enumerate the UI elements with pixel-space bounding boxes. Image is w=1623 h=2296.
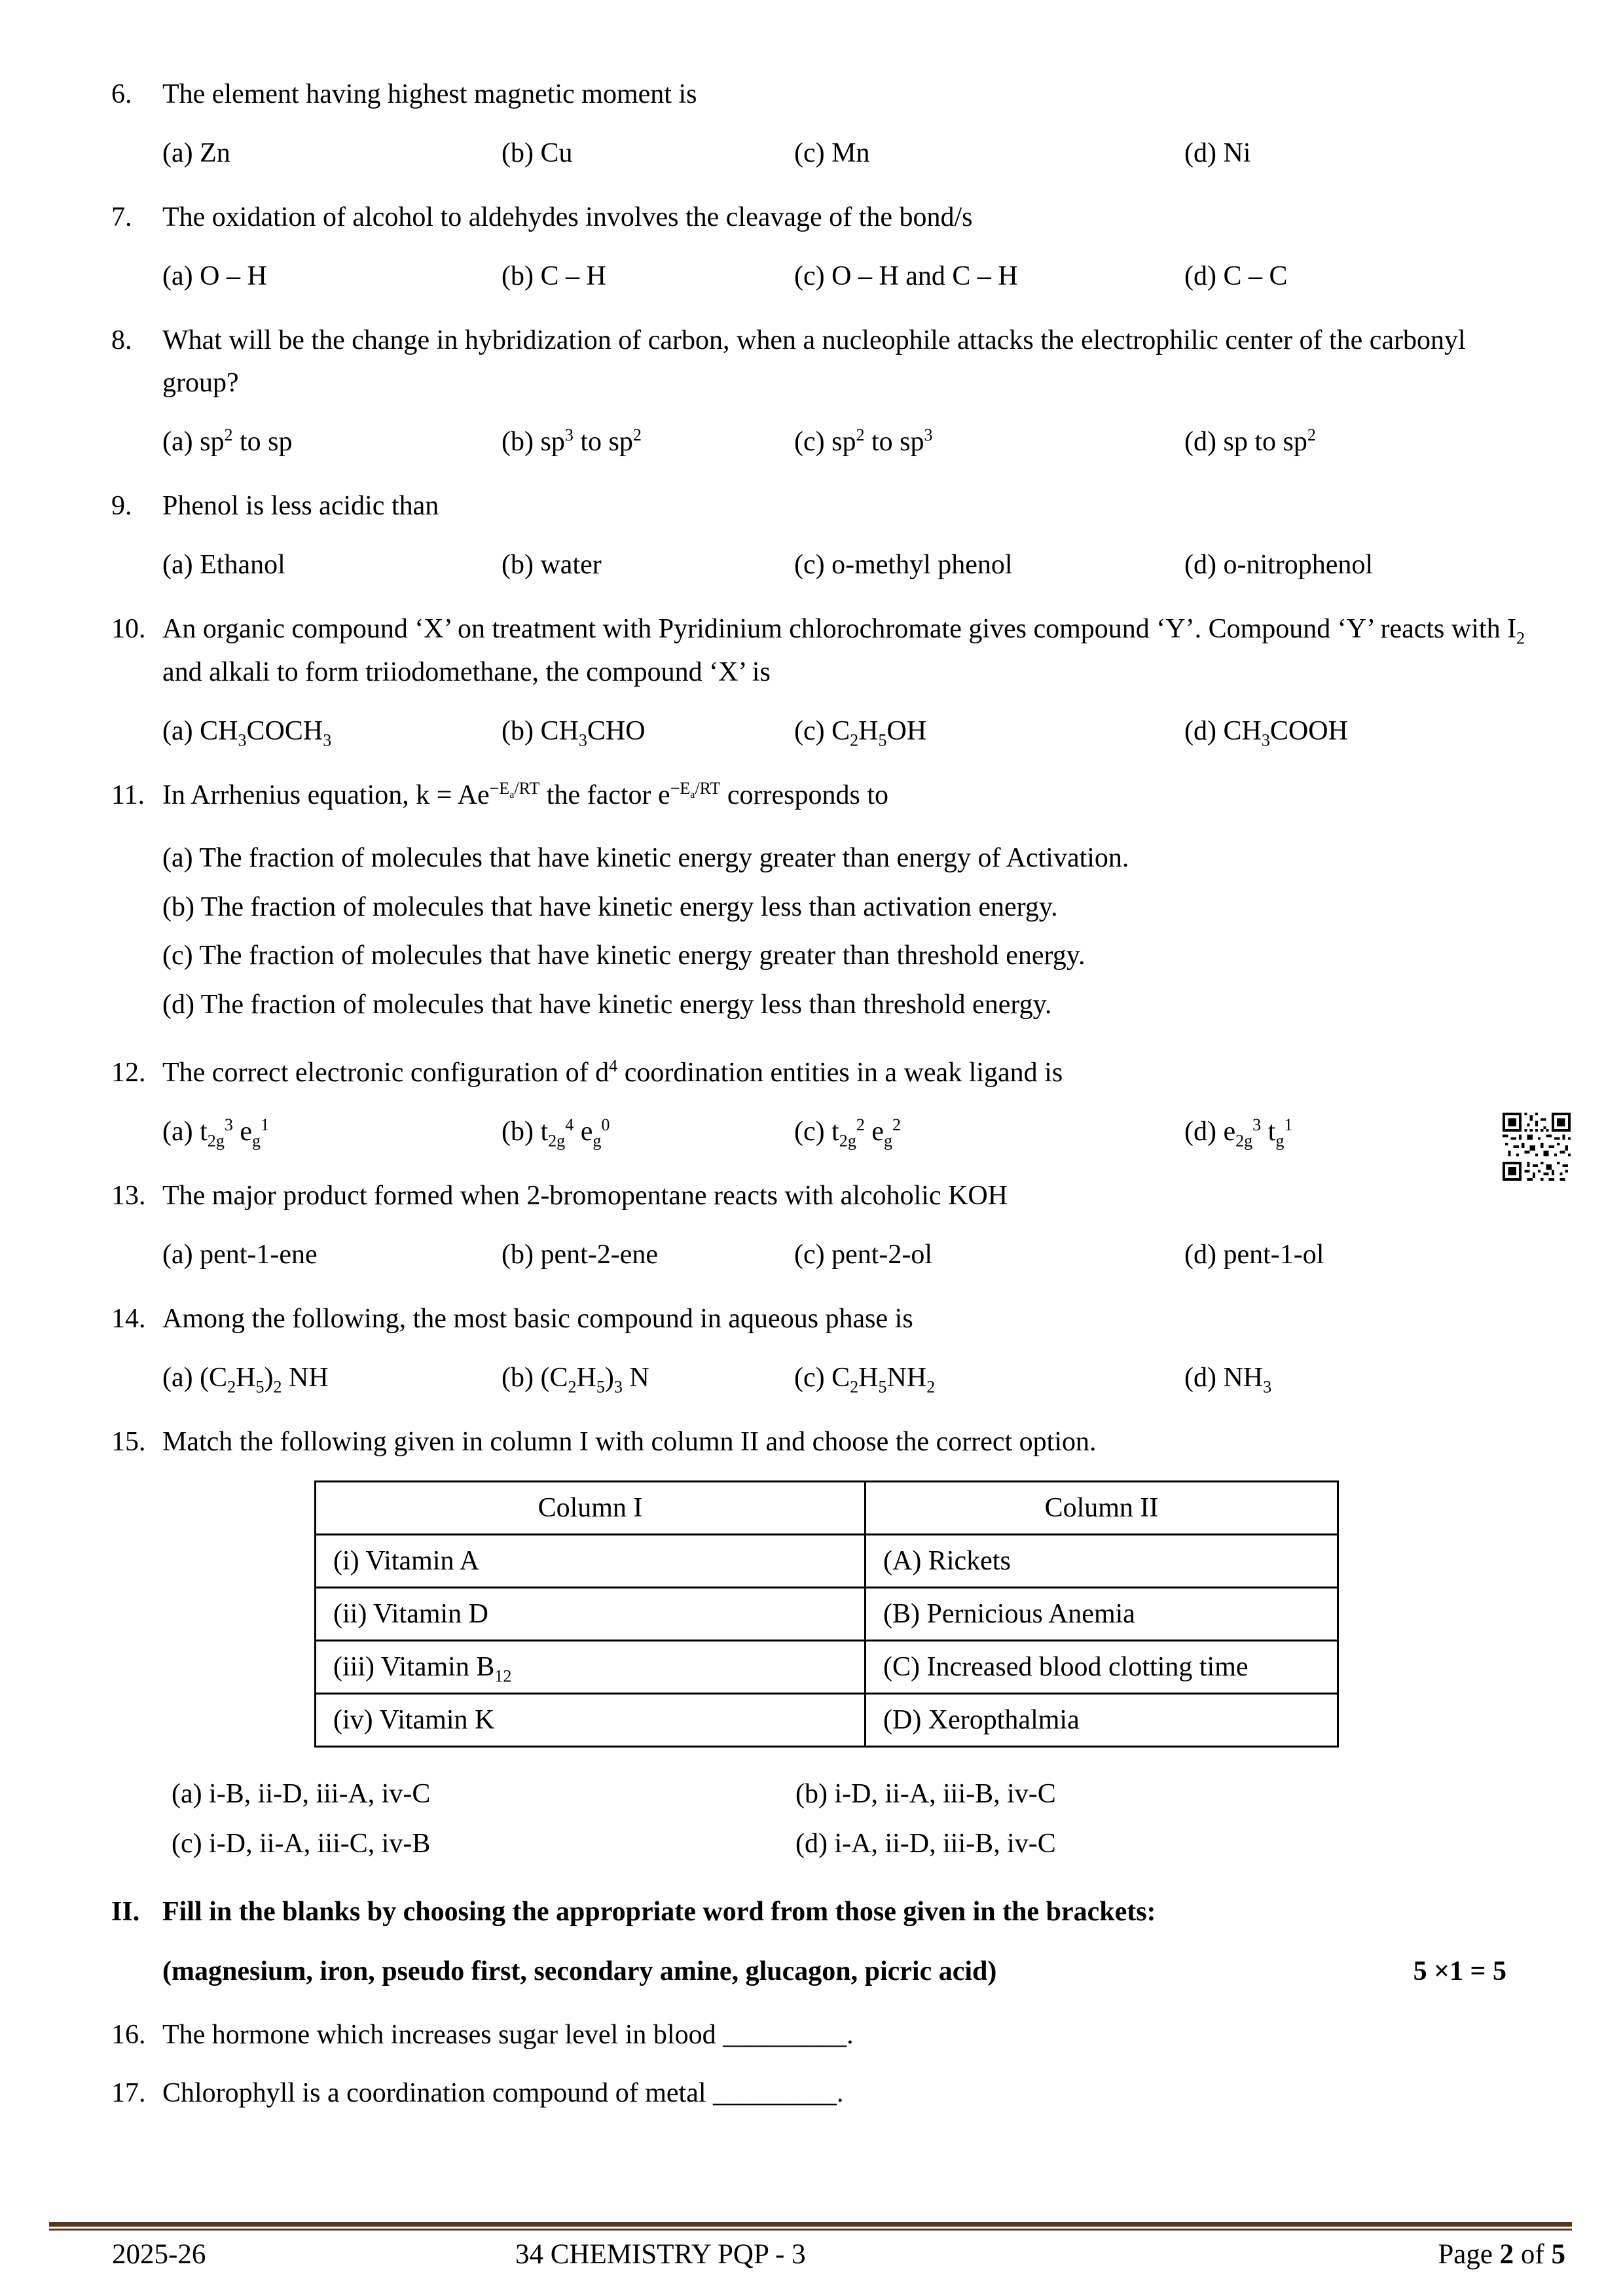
option-c: (c) O – H and C – H (794, 261, 1018, 292)
question-text: What will be the change in hybridization of carbon, when a nucleophile attacks the electrophilic center of the carbonyl group? (162, 325, 1466, 399)
question-text: In Arrhenius equation, $k = Ae^{-E_a/RT}$ the factor $e^{-E_a/RT}$ corresponds to (162, 778, 889, 810)
option-b: (b) pent-2-ene (501, 1239, 659, 1270)
option-d: (d) $CH_3COOH$ (1184, 715, 1348, 750)
question-9 (111, 485, 1565, 586)
question-number: 7. (111, 202, 132, 233)
option-b: (b) $t_{2g}^4$ $e_g^0$ (501, 1115, 610, 1151)
question-12 (111, 1052, 1565, 1153)
question-number: 14. (111, 1303, 146, 1334)
footer-paper-title: 34 CHEMISTRY PQP - 3 (515, 2239, 806, 2270)
option-d: (d) $e_{2g}^3$ $t_g^1$ (1184, 1115, 1293, 1151)
footer-year: 2025-26 (112, 2239, 206, 2270)
question-text: An organic compound ‘X’ on treatment with Pyridinium chlorochromate gives compound ‘Y’. Compound ‘Y’ reacts with $I_2$ and alkali to form triiodomethane, the compound ‘X’ is (162, 614, 1525, 687)
options-row (111, 1234, 1565, 1276)
question-text: Among the following, the most basic compound in aqueous phase is (162, 1303, 913, 1334)
option-c: (c) pent-2-ol (794, 1239, 933, 1270)
option-b: (b) i-D, ii-A, iii-B, iv-C (795, 1779, 1056, 1810)
option-d: (d) o-nitrophenol (1184, 550, 1374, 581)
table-cell: (i) Vitamin A (316, 1535, 866, 1588)
table-row (316, 1588, 1338, 1641)
column-2-header: Column II (866, 1482, 1338, 1535)
section-number: II. (111, 1897, 140, 1928)
option-b: (b) water (501, 550, 602, 581)
option-b: (b) C – H (501, 261, 606, 292)
page-footer (49, 2222, 1572, 2279)
footer-page-of: of (1514, 2239, 1552, 2270)
question-text: Match the following given in column I with column II and choose the correct option. (162, 1427, 1097, 1458)
question-15 (111, 1421, 1565, 1869)
question-8 (111, 319, 1565, 463)
options-row (111, 545, 1565, 586)
option-d: (d) C – C (1184, 261, 1288, 292)
option-c: (c) i-D, ii-A, iii-C, iv-B (172, 1828, 431, 1859)
option-b: (b) The fraction of molecules that have kinetic energy less than activation energy. (162, 891, 1058, 922)
match-table (314, 1480, 1339, 1748)
footer-page-number: 2 (1499, 2239, 1514, 2270)
option-a: (a) pent-1-ene (162, 1239, 318, 1270)
question-number: 13. (111, 1180, 146, 1211)
table-cell: (iv) Vitamin K (316, 1694, 866, 1747)
table-header-row (316, 1482, 1338, 1535)
option-a: (a) Zn (162, 138, 230, 169)
option-d: (d) $NH_3$ (1184, 1363, 1272, 1397)
question-11 (111, 774, 1565, 1030)
option-a: (a) $CH_3COCH_3$ (162, 715, 332, 750)
option-c: (c) $sp^2$ to $sp^3$ (794, 425, 933, 457)
footer-divider (49, 2222, 1572, 2231)
options-row (111, 422, 1565, 463)
question-number: 10. (111, 614, 146, 645)
options-row (111, 1111, 1565, 1153)
marks-label: 5 ×1 = 5 (1413, 1956, 1506, 1987)
options-row (111, 711, 1565, 752)
table-cell: (A) Rickets (866, 1535, 1338, 1588)
table-row (316, 1535, 1338, 1588)
question-14 (111, 1298, 1565, 1399)
question-text: The major product formed when 2-bromopentane reacts with alcoholic KOH (162, 1180, 1008, 1211)
option-b: (b) $(C_2H_5)_3$ N (501, 1363, 649, 1397)
option-a: (a) $t_{2g}^3$ $e_g^1$ (162, 1115, 270, 1151)
footer-page-total: 5 (1551, 2239, 1565, 2270)
option-d: (d) The fraction of molecules that have kinetic energy less than threshold energy. (162, 990, 1052, 1020)
qr-code-image (1503, 1113, 1571, 1181)
options-row (111, 133, 1565, 174)
table-row (316, 1641, 1338, 1694)
option-c: (c) The fraction of molecules that have kinetic energy greater than threshold energy. (162, 941, 1085, 971)
option-d: (d) i-A, ii-D, iii-B, iv-C (795, 1828, 1056, 1859)
question-number: 6. (111, 79, 132, 109)
question-text: Chlorophyll is a coordination compound of metal _________. (162, 2077, 844, 2108)
question-number: 8. (111, 325, 132, 356)
question-text: The correct electronic configuration of $d^4$ coordination entities in a weak ligand is (162, 1056, 1063, 1088)
table-cell: (ii) Vitamin D (316, 1588, 866, 1641)
footer-page-prefix: Page (1438, 2239, 1500, 2270)
table-cell: (iii) Vitamin $B_{12}$ (316, 1641, 866, 1694)
table-cell: (B) Pernicious Anemia (866, 1588, 1338, 1641)
question-number: 16. (111, 2019, 146, 2050)
option-d: (d) sp to $sp^2$ (1184, 425, 1316, 457)
options-row (111, 1357, 1565, 1399)
question-number: 9. (111, 491, 132, 522)
question-number: 15. (111, 1427, 146, 1458)
option-c: (c) $C_2H_5NH_2$ (794, 1363, 936, 1397)
question-17 (111, 2072, 1565, 2115)
footer-page-indicator (1438, 2238, 1565, 2270)
table-cell: (C) Increased blood clotting time (866, 1641, 1338, 1694)
question-7 (111, 196, 1565, 297)
option-c: (c) Mn (794, 138, 870, 169)
option-c: (c) $t_{2g}^2$ $e_g^2$ (794, 1115, 902, 1151)
question-text: Phenol is less acidic than (162, 491, 439, 522)
option-c: (c) o-methyl phenol (794, 550, 1013, 581)
option-c: (c) $C_2H_5OH$ (794, 715, 927, 750)
table-row (316, 1694, 1338, 1747)
table-cell: (D) Xeropthalmia (866, 1694, 1338, 1747)
options-list (111, 834, 1565, 1030)
bracket-words: (magnesium, iron, pseudo first, secondary amine, glucagon, picric acid) (162, 1956, 997, 1987)
option-a: (a) $sp^2$ to sp (162, 425, 293, 457)
question-text: The hormone which increases sugar level in blood _________. (162, 2019, 854, 2050)
option-b: (b) $CH_3CHO$ (501, 715, 646, 750)
options-grid (111, 1770, 1565, 1869)
question-number: 11. (111, 780, 145, 810)
option-d: (d) Ni (1184, 138, 1251, 169)
question-text: The element having highest magnetic moment is (162, 79, 697, 109)
option-d: (d) pent-1-ol (1184, 1239, 1324, 1270)
question-16 (111, 2013, 1565, 2057)
option-b: (b) Cu (501, 138, 573, 169)
option-a: (a) O – H (162, 261, 267, 292)
column-1-header: Column I (316, 1482, 866, 1535)
section-2 (111, 1891, 1565, 1993)
question-number: 17. (111, 2077, 146, 2108)
question-6 (111, 73, 1565, 174)
qr-code (1503, 1113, 1571, 1181)
option-a: (a) i-B, ii-D, iii-A, iv-C (172, 1779, 431, 1810)
question-10 (111, 608, 1565, 751)
section-heading: Fill in the blanks by choosing the appropriate word from those given in the brackets: (162, 1897, 1156, 1928)
question-number: 12. (111, 1057, 146, 1088)
option-a: (a) $(C_2H_5)_2$ NH (162, 1363, 329, 1397)
question-text: The oxidation of alcohol to aldehydes involves the cleavage of the bond/s (162, 202, 973, 233)
options-row (111, 256, 1565, 297)
question-13 (111, 1175, 1565, 1276)
option-a: (a) Ethanol (162, 550, 285, 581)
option-b: (b) $sp^3$ to $sp^2$ (501, 425, 642, 457)
option-a: (a) The fraction of molecules that have kinetic energy greater than energy of Activation. (162, 842, 1129, 873)
